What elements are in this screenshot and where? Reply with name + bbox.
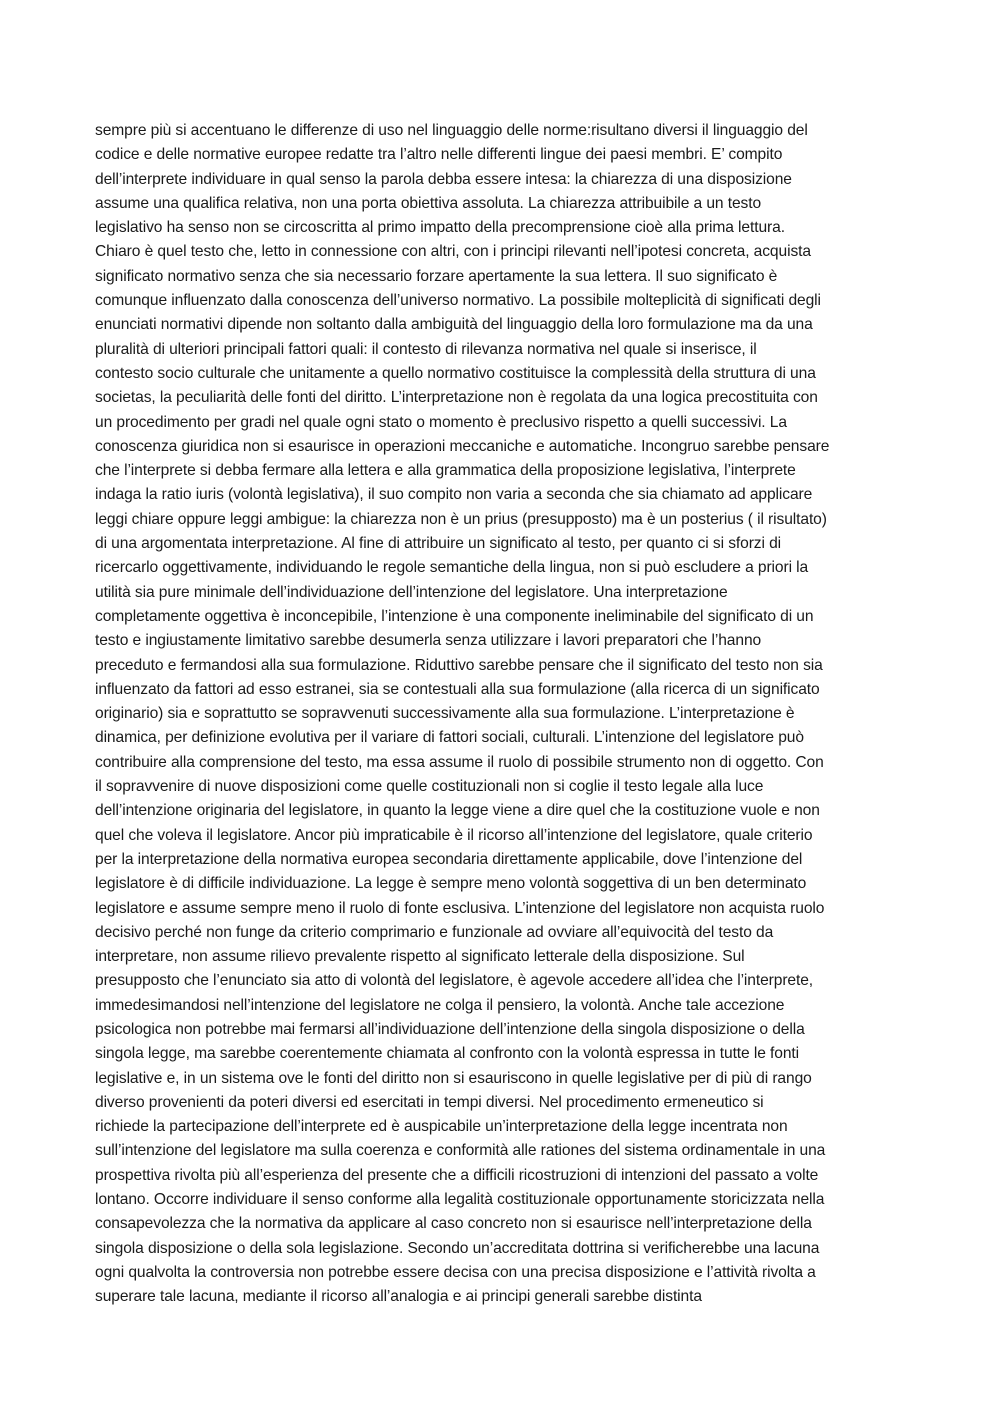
text-line: codice e delle normative europee redatte tra l’altro nelle differenti lingue dei paesi membri. E’ compito — [95, 146, 783, 164]
text-line: singola legge, ma sarebbe coerentemente chiamata al confronto con la volontà espressa in tutte le fonti — [95, 1045, 799, 1063]
text-line: quel che voleva il legislatore. Ancor più impraticabile è il ricorso all’intenzione del legislatore, quale criterio — [95, 826, 813, 844]
text-line: singola disposizione o della sola legislazione. Secondo un’accreditata dottrina si verificherebbe una lacuna — [95, 1239, 820, 1257]
text-line: un procedimento per gradi nel quale ogni stato o momento è preclusivo rispetto a quelli successivi. La — [95, 413, 787, 431]
text-line: per la interpretazione della normativa europea secondaria direttamente applicabile, dove l’intenzione del — [95, 850, 803, 868]
text-line: dell’intenzione originaria del legislatore, in quanto la legge viene a dire quel che la costituzione vuole e non — [95, 802, 820, 820]
text-line: dell’interprete individuare in qual senso la parola debba essere intesa: la chiarezza di una disposizione — [95, 170, 792, 188]
text-line: preceduto e fermandosi alla sua formulazione. Riduttivo sarebbe pensare che il significato del testo non sia — [95, 656, 823, 674]
text-line: decisivo perché non funge da criterio comprimario e funzionale ad ovviare all’equivocità del testo da — [95, 923, 774, 941]
text-line: Chiaro è quel testo che, letto in connessione con altri, con i principi rilevanti nell’ipotesi concreta, acquista — [95, 243, 811, 261]
text-line: il sopravvenire di nuove disposizioni come quelle costituzionali non si coglie il testo legale alla luce — [95, 778, 764, 796]
text-line: pluralità di ulteriori principali fattori quali: il contesto di rilevanza normativa nel quale si inserisce, il — [95, 340, 757, 358]
text-line: originario) sia e soprattutto se sopravvenuti successivamente alla sua formulazione. L’interpretazione è — [95, 705, 795, 723]
text-line: ogni qualvolta la controversia non potrebbe essere decisa con una precisa disposizione e l’attività rivolta a — [95, 1263, 816, 1281]
text-line: leggi chiare oppure leggi ambigue: la chiarezza non è un prius (presupposto) ma è un posterius ( il risultato) — [95, 510, 827, 528]
body-paragraph — [95, 119, 915, 1310]
text-line: conoscenza giuridica non si esaurisce in operazioni meccaniche e automatiche. Incongruo sarebbe pensare — [95, 437, 830, 455]
text-line: superare tale lacuna, mediante il ricorso all’analogia e ai principi generali sarebbe distinta — [95, 1288, 702, 1306]
text-line: di una argomentata interpretazione. Al fine di attribuire un significato al testo, per quanto ci si sforzi di — [95, 535, 782, 553]
text-line: comunque influenzato dalla conoscenza dell’universo normativo. La possibile molteplicità di significati degli — [95, 292, 821, 310]
text-line: influenzato da fattori ad esso estranei, sia se contestuali alla sua formulazione (alla ricerca di un significato — [95, 680, 820, 698]
text-line: sempre più si accentuano le differenze di uso nel linguaggio delle norme:risultano diversi il linguaggio del — [95, 122, 808, 139]
text-line: psicologica non potrebbe mai fermarsi all’individuazione dell’intenzione della singola disposizione o della — [95, 1020, 805, 1038]
text-line: richiede la partecipazione dell’interprete ed è auspicabile un’interpretazione della legge incentrata non — [95, 1118, 788, 1136]
text-line: legislatore è di difficile individuazione. La legge è sempre meno volontà soggettiva di un ben determinato — [95, 875, 807, 893]
text-line: indaga la ratio iuris (volontà legislativa), il suo compito non varia a seconda che sia chiamato ad applicare — [95, 486, 813, 504]
text-line: ricercarlo oggettivamente, individuando le regole semantiche della lingua, non si può escludere a priori la — [95, 559, 809, 577]
text-line: sull’intenzione del legislatore ma sulla coerenza e conformità alle rationes del sistema ordinamentale in una — [95, 1142, 826, 1160]
text-line: interpretare, non assume rilievo prevalente rispetto al significato letterale della disposizione. Sul — [95, 948, 745, 966]
text-line: consapevolezza che la normativa da applicare al caso concreto non si esaurisce nell’interpretazione della — [95, 1215, 812, 1233]
text-line: assume una qualifica relativa, non una porta obiettiva assoluta. La chiarezza attribuibile a un testo — [95, 194, 762, 212]
text-line: legislativo ha senso non se circoscritta al primo impatto della precomprensione cioè alla prima lettura. — [95, 219, 785, 237]
text-line: diverso provenienti da poteri diversi ed esercitati in tempi diversi. Nel procedimento ermeneutico si — [95, 1093, 764, 1111]
text-line: dinamica, per definizione evolutiva per il variare di fattori sociali, culturali. L’intenzione del legislatore può — [95, 729, 804, 747]
text-line: significato normativo senza che sia necessario forzare apertamente la sua lettera. Il suo significato è — [95, 267, 778, 285]
text-line: utilità sia pure minimale dell’individuazione dell’intenzione del legislatore. Una interpretazione — [95, 583, 728, 601]
text-line: completamente oggettiva è inconcepibile, l’intenzione è una componente ineliminabile del significato di un — [95, 607, 814, 625]
text-line: lontano. Occorre individuare il senso conforme alla legalità costituzionale opportunamente storicizzata nella — [95, 1191, 825, 1209]
text-line: societas, la peculiarità delle fonti del diritto. L’interpretazione non è regolata da una logica precostituita con — [95, 389, 818, 407]
text-line: legislatore e assume sempre meno il ruolo di fonte esclusiva. L’intenzione del legislatore non acquista ruolo — [95, 899, 825, 917]
text-line: testo e ingiustamente limitativo sarebbe desumerla senza utilizzare i lavori preparatori che l’hanno — [95, 632, 762, 650]
text-line: enunciati normativi dipende non soltanto dalla ambiguità del linguaggio della loro formulazione ma da una — [95, 316, 813, 334]
text-line: immedesimandosi nell’intenzione del legislatore ne colga il pensiero, la volontà. Anche tale accezione — [95, 996, 785, 1014]
text-line: che l’interprete si debba fermare alla lettera e alla grammatica della proposizione legislativa, l’interprete — [95, 462, 796, 480]
text-line: legislative e, in un sistema ove le fonti del diritto non si esauriscono in quelle legislative per di più di rango — [95, 1069, 812, 1087]
text-line: contribuire alla comprensione del testo, ma essa assume il ruolo di possibile strumento non di oggetto. Con — [95, 753, 824, 771]
text-line: presupposto che l’enunciato sia atto di volontà del legislatore, è agevole accedere all’idea che l’interprete, — [95, 972, 814, 990]
text-line: prospettiva rivolta più all’esperienza del presente che a difficili ricostruzioni di intenzioni del passato a volte — [95, 1166, 819, 1184]
text-line: contesto socio culturale che unitamente a quello normativo costituisce la complessità della struttura di una — [95, 364, 816, 382]
